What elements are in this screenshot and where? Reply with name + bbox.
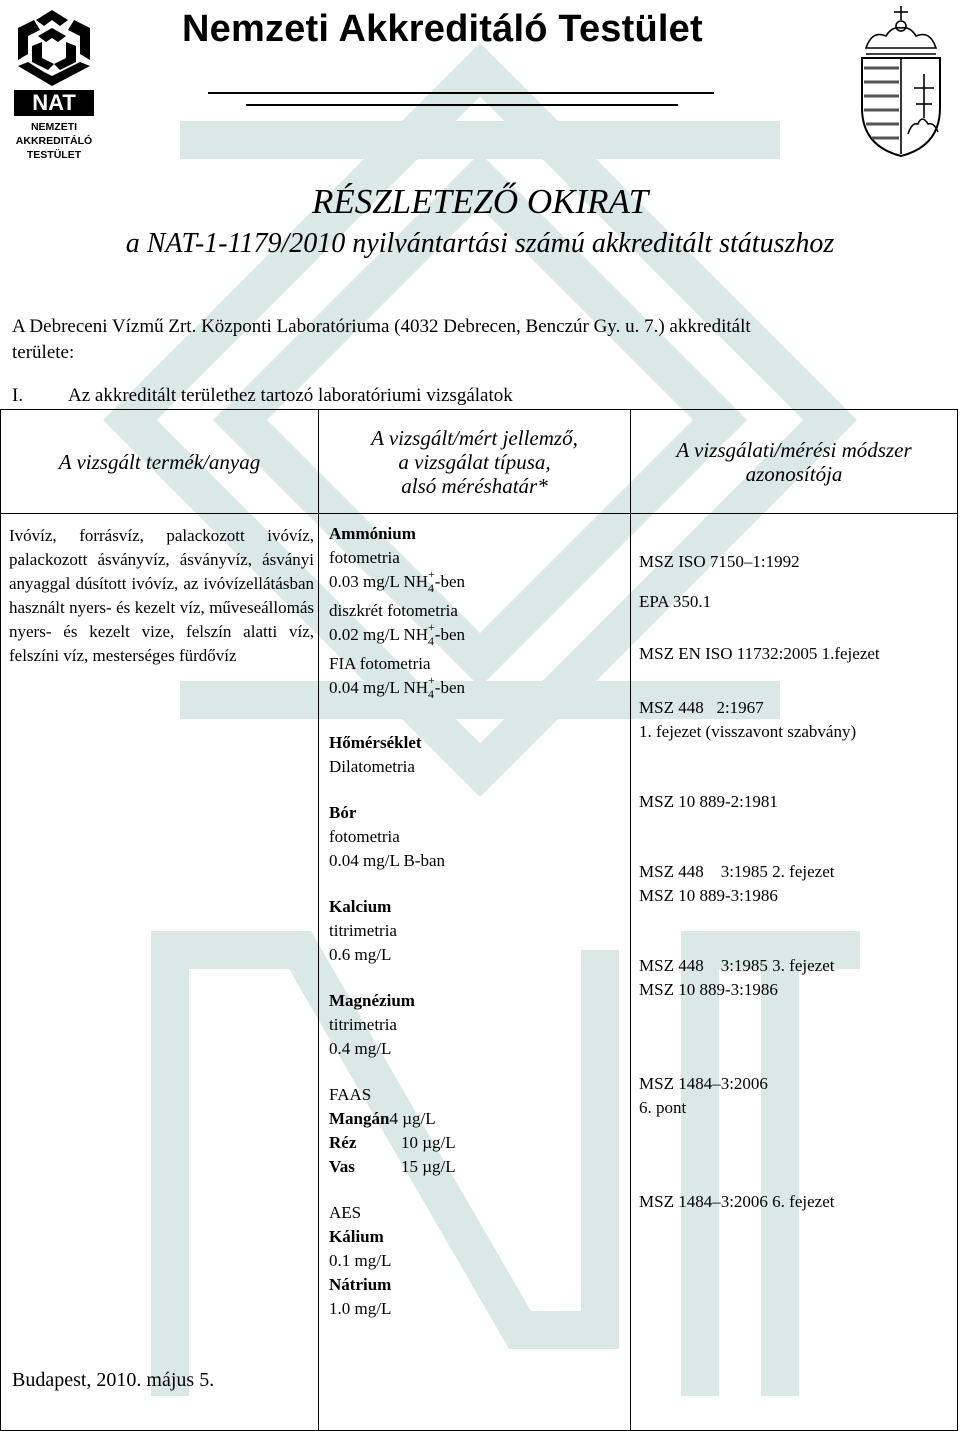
svg-text:TESTÜLET: TESTÜLET	[26, 149, 82, 161]
ammonium-method-2: diszkrét fotometria	[329, 601, 458, 620]
header-method: A vizsgálati/mérési módszer azonosítója	[631, 410, 958, 514]
ammonium-method-3: FIA fotometria	[329, 654, 431, 673]
ammonium-limit-3: 0.04 mg/L $NH_4^+$-ben	[329, 673, 466, 701]
std-ammonium-3: MSZ EN ISO 11732:2005 1.fejezet	[639, 644, 880, 663]
std-temperature-2: 1. fejezet (visszavont szabvány)	[639, 722, 857, 741]
boron-method: fotometria	[329, 827, 400, 846]
param-boron: Bór	[329, 803, 357, 822]
method-cell	[631, 514, 958, 1431]
std-calcium-2: MSZ 10 889-3:1986	[639, 886, 778, 905]
header-rule-bottom	[246, 104, 678, 106]
intro-line-1: A Debreceni Vízmű Zrt. Központi Laboratóriuma (4032 Debrecen, Benczúr Gy. u. 7.) akkreditált	[12, 316, 751, 337]
std-magnesium-2: MSZ 10 889-3:1986	[639, 980, 778, 999]
param-copper: Réz 10 µg/L	[329, 1133, 456, 1152]
param-manganese: Mangán4 µg/L	[329, 1109, 436, 1128]
section-title: Az akkreditált területhez tartozó laboratóriumi vizsgálatok	[68, 385, 513, 406]
svg-text:AKKREDITÁLÓ: AKKREDITÁLÓ	[15, 135, 93, 147]
product-cell	[1, 514, 319, 1431]
param-temperature: Hőmérséklet	[329, 733, 422, 752]
std-ammonium-2: EPA 350.1	[639, 592, 712, 611]
intro-line-2: területe:	[12, 342, 75, 363]
aes-method: AES	[329, 1203, 362, 1222]
boron-limit: 0.04 mg/L B-ban	[329, 851, 445, 870]
header-product: A vizsgált termék/anyag	[1, 410, 319, 514]
std-temperature-1: MSZ 448 2:1967	[639, 698, 764, 717]
parameter-cell	[319, 514, 631, 1431]
ammonium-limit-2: 0.02 mg/L $NH_4^+$-ben	[329, 620, 466, 648]
accreditation-table	[0, 409, 958, 1431]
header-rule-top	[208, 92, 714, 94]
std-faas-2: 6. pont	[639, 1098, 687, 1117]
param-potassium: Kálium	[329, 1227, 384, 1246]
temperature-method: Dilatometria	[329, 757, 415, 776]
std-ammonium-1: MSZ ISO 7150–1:1992	[639, 552, 800, 571]
header-parameter: A vizsgált/mért jellemző, a vizsgálat típusa, alsó méréshatár*	[319, 410, 631, 514]
magnesium-method: titrimetria	[329, 1015, 397, 1034]
faas-method: FAAS	[329, 1085, 372, 1104]
std-faas-1: MSZ 1484–3:2006	[639, 1074, 768, 1093]
std-magnesium-1: MSZ 448 3:1985 3. fejezet	[639, 956, 835, 975]
param-sodium: Nátrium	[329, 1275, 392, 1294]
document-title: RÉSZLETEZŐ OKIRAT	[311, 182, 649, 221]
potassium-limit: 0.1 mg/L	[329, 1251, 392, 1270]
std-boron: MSZ 10 889-2:1981	[639, 792, 778, 811]
sodium-limit: 1.0 mg/L	[329, 1299, 392, 1318]
place-and-date: Budapest, 2010. május 5.	[12, 1369, 215, 1391]
svg-text:NEMZETI: NEMZETI	[30, 121, 78, 133]
std-aes: MSZ 1484–3:2006 6. fejezet	[639, 1192, 835, 1211]
product-description: Ivóvíz, forrásvíz, palackozott ivóvíz, palackozott ásványvíz, ásványvíz, ásványi anyaggal dúsított ivóvíz, az ivóvízellátásban használt nyers- és kezelt víz, műveseállomás nyers- és kezelt vize, felszín alatti víz, felszíni víz, mesterséges fürdővíz	[9, 526, 314, 665]
param-calcium: Kalcium	[329, 897, 392, 916]
hungarian-crest-icon	[852, 4, 950, 160]
calcium-limit: 0.6 mg/L	[329, 945, 392, 964]
std-calcium-1: MSZ 448 3:1985 2. fejezet	[639, 862, 835, 881]
table-header-row	[1, 410, 958, 514]
intro-paragraph	[12, 314, 952, 366]
section-heading	[12, 383, 952, 409]
table-row	[1, 514, 958, 1431]
magnesium-limit: 0.4 mg/L	[329, 1039, 392, 1058]
param-iron: Vas 15 µg/L	[329, 1157, 456, 1176]
ammonium-method-1: fotometria	[329, 548, 400, 567]
calcium-method: titrimetria	[329, 921, 397, 940]
nat-logo	[8, 6, 100, 166]
ammonium-limit-1: 0.03 mg/L $NH_4^+$-ben	[329, 567, 466, 595]
document-subtitle: a NAT-1-1179/2010 nyilvántartási számú akkreditált státuszhoz	[125, 228, 835, 259]
organization-name: Nemzeti Akkreditáló Testület	[182, 8, 703, 50]
section-number: I.	[12, 385, 24, 406]
svg-text:NAT: NAT	[32, 90, 76, 115]
param-ammonium: Ammónium	[329, 524, 416, 543]
param-magnesium: Magnézium	[329, 991, 415, 1010]
